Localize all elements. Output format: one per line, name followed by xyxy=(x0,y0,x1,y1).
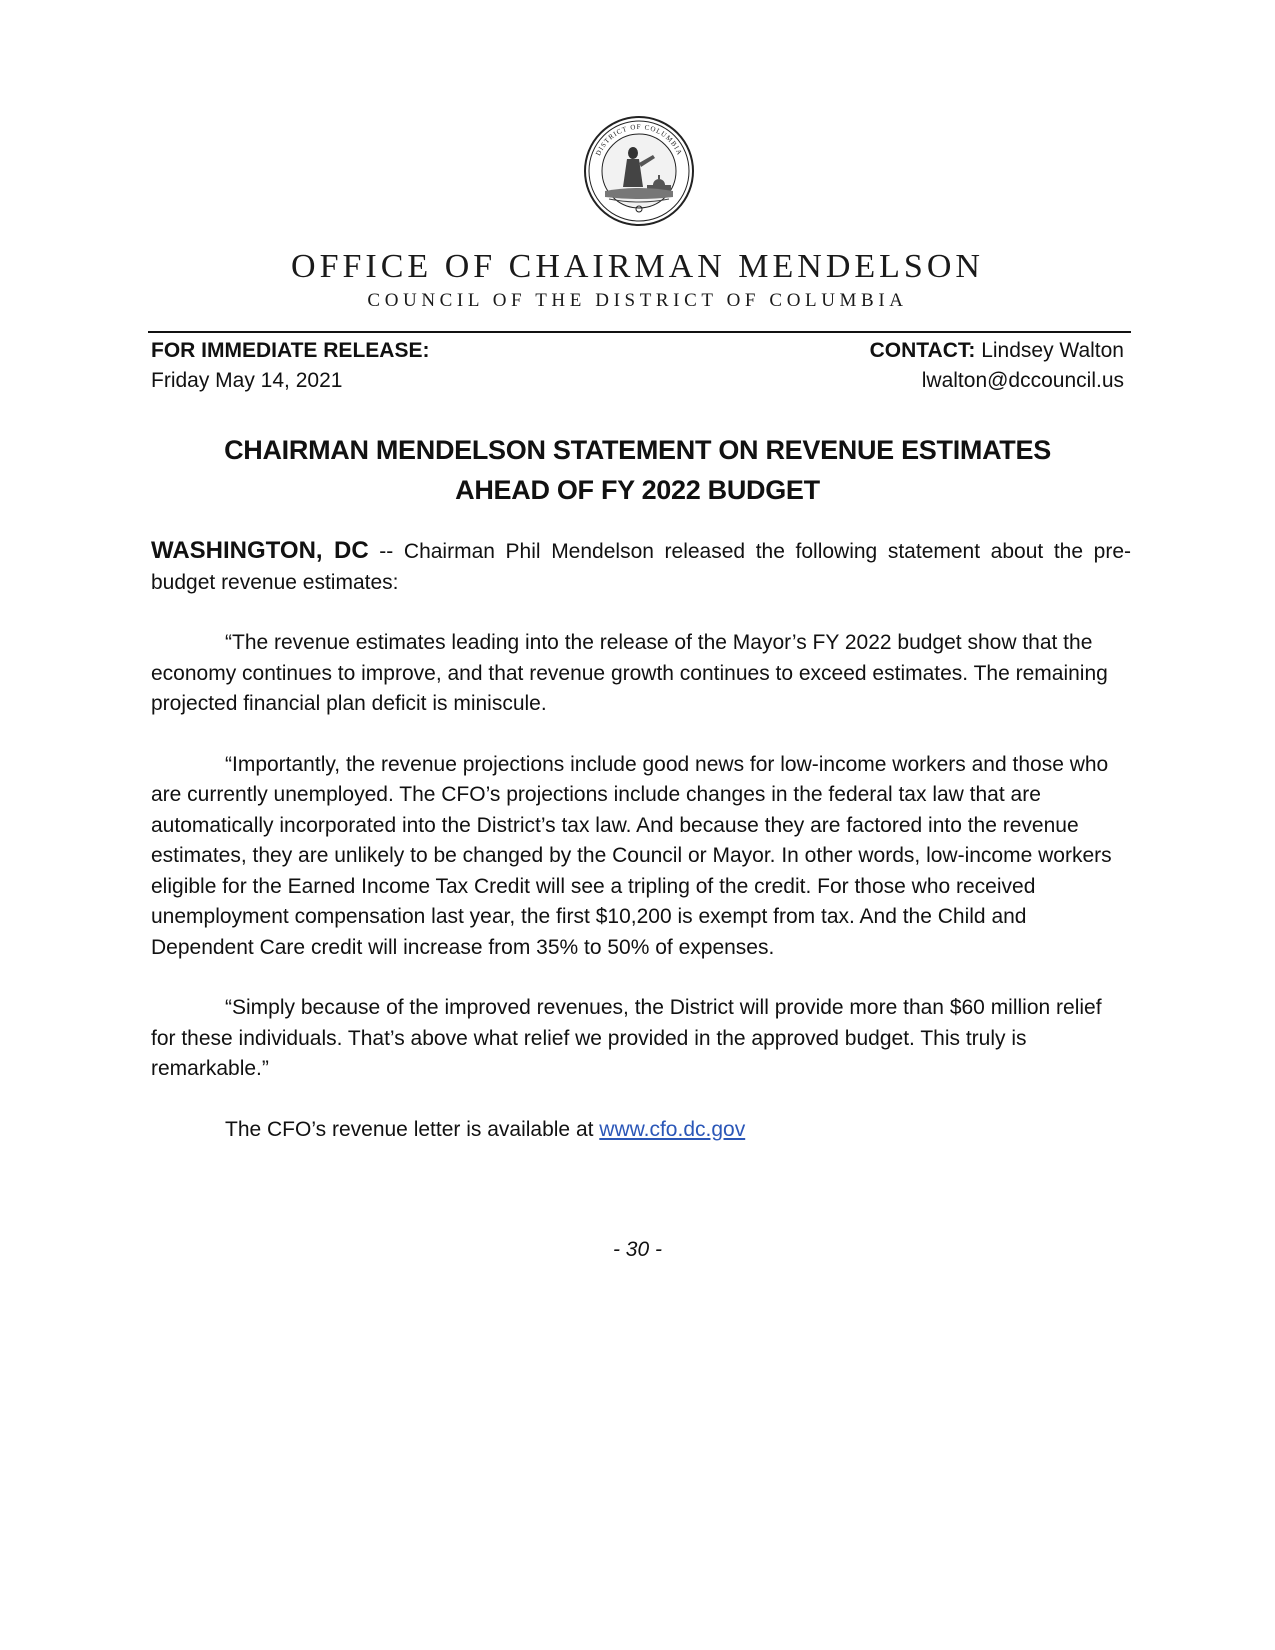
contact-label: CONTACT: xyxy=(869,339,976,362)
closing-paragraph xyxy=(151,1115,1131,1146)
intro-text: -- Chairman Phil Mendelson released the following statement about the pre-budget revenue estimates: xyxy=(151,540,1131,594)
intro-paragraph xyxy=(151,536,1131,598)
contact-name: Lindsey Walton xyxy=(975,339,1124,362)
release-date: Friday May 14, 2021 xyxy=(151,369,343,392)
headline xyxy=(0,430,1275,510)
release-info xyxy=(151,336,429,396)
press-release-body xyxy=(151,536,1131,1175)
office-title: OFFICE OF CHAIRMAN MENDELSON xyxy=(291,248,984,285)
statement-paragraph-3: “Simply because of the improved revenues, the District will provide more than $60 million relief for these individuals. That’s above what relief we provided in the approved budget. This truly is remarkable.” xyxy=(151,996,1102,1080)
closing-text: The CFO’s revenue letter is available at xyxy=(225,1117,600,1141)
dateline: WASHINGTON, DC xyxy=(151,537,369,564)
headline-line-1: CHAIRMAN MENDELSON STATEMENT ON REVENUE ESTIMATES xyxy=(224,435,1051,465)
council-subtitle: COUNCIL OF THE DISTRICT OF COLUMBIA xyxy=(367,290,908,311)
statement-paragraph-1: “The revenue estimates leading into the release of the Mayor’s FY 2022 budget show that the economy continues to improve, and that revenue growth continues to exceed estimates. The remaining projected financial plan deficit is miniscule. xyxy=(151,631,1108,715)
svg-text:DISTRICT OF COLUMBIA: DISTRICT OF COLUMBIA xyxy=(594,122,684,157)
contact-email: lwalton@dccouncil.us xyxy=(921,369,1124,392)
statement-paragraph-2: “Importantly, the revenue projections include good news for low-income workers and those who are currently unemployed. The CFO’s projections include changes in the federal tax law that are automatically incorporated into the District’s tax law. And because they are factored into the revenue estimates, they are unlikely to be changed by the Council or Mayor. In other words, low-income workers eligible for the Earned Income Tax Credit will see a tripling of the credit. For those who received unemployment compensation last year, the first $10,200 is exempt from tax. And the Child and Dependent Care credit will increase from 35% to 50% of expenses. xyxy=(151,752,1112,959)
end-marker: - 30 - xyxy=(612,1238,662,1261)
contact-info xyxy=(870,336,1124,396)
district-of-columbia-seal-icon xyxy=(583,115,695,227)
cfo-website-link[interactable]: www.cfo.dc.gov xyxy=(599,1117,746,1141)
release-label: FOR IMMEDIATE RELEASE: xyxy=(151,339,430,362)
letterhead-divider xyxy=(148,331,1131,333)
headline-line-2: AHEAD OF FY 2022 BUDGET xyxy=(455,475,820,505)
